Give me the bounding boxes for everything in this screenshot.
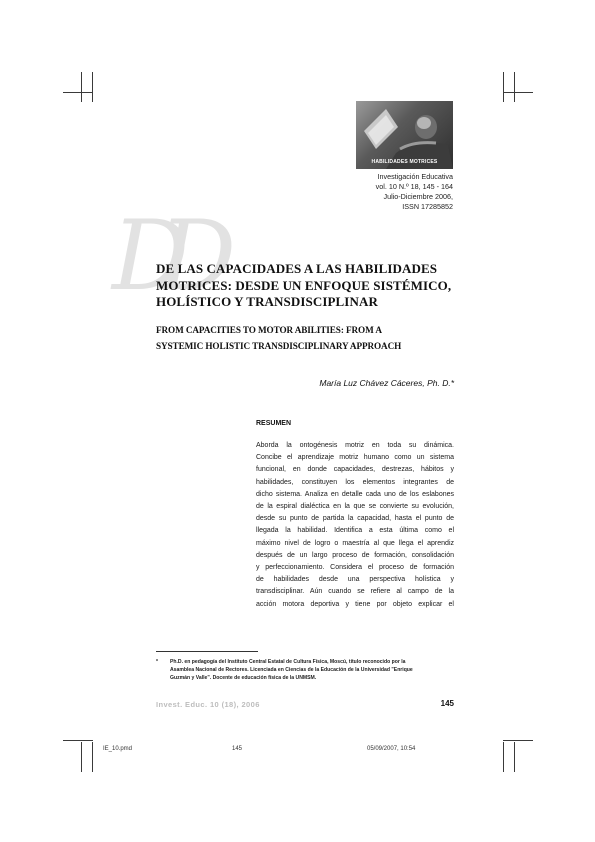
crop-mark: [514, 742, 515, 772]
article-subtitle-english: [156, 322, 456, 354]
abstract-line: acción motora deportiva y tiene por objeto explicar el: [256, 600, 454, 608]
abstract-line: desde su punto de partida la capacidad, hasta el punto de: [256, 515, 454, 523]
abstract-line: después de un largo proceso de formación, consolidación: [256, 551, 454, 559]
crop-mark: [503, 92, 533, 93]
decorative-dropcap: DD: [112, 200, 206, 312]
abstract-line: funcional, en donde capacidades, destrezas, hábitos y: [256, 466, 454, 474]
footnote-line: Asamblea Nacional de Rectores. Licenciada en Ciencias de la Educación de la Universidad "Enrique: [170, 667, 413, 673]
abstract-line: llegada la habilidad. Identifica a esta última como el: [256, 527, 454, 535]
crop-mark: [503, 72, 504, 102]
crop-mark: [63, 92, 93, 93]
abstract-line: habilidades, constituyen los elementos integrantes de: [256, 478, 454, 486]
slug-timestamp: 05/09/2007, 10:54: [367, 746, 416, 752]
journal-info: [376, 172, 453, 212]
abstract-line: máximo nivel de logro o maestría al que llega el aprendiz: [256, 539, 454, 547]
subtitle-line: FROM CAPACITIES TO MOTOR ABILITIES: FROM A: [156, 325, 382, 335]
cover-label: HABILIDADES MOTRICES: [371, 159, 438, 165]
crop-mark: [503, 740, 533, 741]
journal-date: Julio-Diciembre 2006,: [383, 192, 453, 201]
abstract-line: Aborda la ontogénesis motriz en toda su dinámica.: [256, 442, 454, 449]
journal-volume: vol. 10 N.º 18, 145 - 164: [375, 182, 453, 191]
journal-issn: ISSN 17285852: [402, 202, 453, 211]
article-title: [156, 261, 456, 311]
footnote-line: Guzmán y Valle". Docente de educación física de la UNMSM.: [170, 675, 317, 681]
crop-mark: [92, 72, 93, 102]
crop-mark: [81, 742, 82, 772]
footnote-line: Ph.D. en pedagogía del Instituto Central Estatal de Cultura Física, Moscú, título reconocido por la: [170, 659, 406, 665]
abstract-heading: RESUMEN: [256, 420, 292, 427]
abstract-body: [256, 440, 454, 611]
crop-mark: [514, 72, 515, 102]
section-cover-image: [356, 101, 453, 169]
journal-name: Investigación Educativa: [377, 172, 453, 181]
footnote-mark: *: [156, 659, 158, 665]
abstract-line: transdisciplinar. Aún cuando se refiere al campo de la: [256, 588, 454, 596]
title-line: DE LAS CAPACIDADES A LAS HABILIDADES: [156, 261, 438, 276]
title-line: HOLÍSTICO Y TRANSDISCIPLINAR: [156, 294, 378, 309]
title-line: MOTRICES: DESDE UN ENFOQUE SISTÉMICO,: [156, 277, 452, 293]
subtitle-line: SYSTEMIC HOLISTIC TRANSDISCIPLINARY APPROACH: [156, 341, 402, 351]
page-number: 145: [440, 699, 454, 708]
crop-mark: [503, 742, 504, 772]
abstract-line: dicho sistema. Analiza en detalle cada uno de los eslabones: [256, 490, 454, 498]
crop-mark: [81, 72, 82, 102]
crop-mark: [63, 740, 93, 741]
slug-page: 145: [232, 746, 243, 752]
slug-filename: IE_10.pmd: [103, 746, 133, 752]
abstract-line: Concibe el aprendizaje motriz humano como un sistema: [256, 454, 454, 462]
author-name: María Luz Chávez Cáceres, Ph. D.*: [319, 378, 454, 388]
footnote-divider: [156, 651, 258, 652]
crop-mark: [92, 742, 93, 772]
abstract-line: y perfeccionamiento. Considera el proceso de formación: [256, 564, 454, 572]
abstract-line: de habilidades desde una perspectiva holística y: [256, 576, 454, 584]
footnote: [156, 658, 456, 682]
journal-reference: Invest. Educ. 10 (18), 2006: [156, 700, 260, 709]
abstract-line: de la espiral dialéctica en la que se convierte su evolución,: [256, 503, 454, 511]
